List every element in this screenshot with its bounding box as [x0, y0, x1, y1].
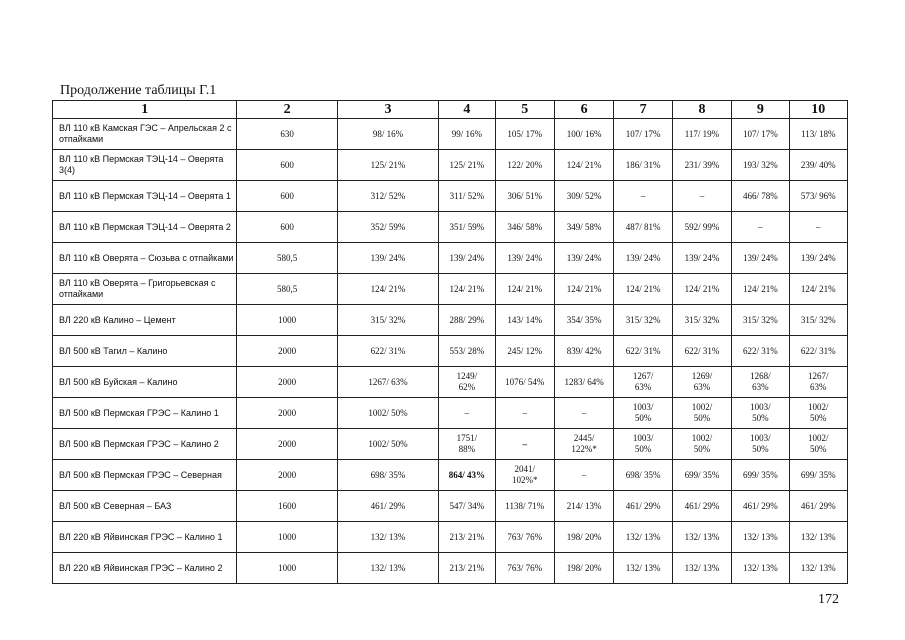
value-cell-col-9: 193/ 32%: [732, 150, 789, 181]
value-cell-col-3: 1267/ 63%: [337, 367, 438, 398]
value-cell-col-10: 573/ 96%: [789, 181, 847, 212]
value-cell-col-8: 315/ 32%: [672, 305, 731, 336]
value-cell-col-4: –: [439, 398, 495, 429]
column-header-10: 10: [789, 101, 847, 119]
value-cell-col-4: 1249/ 62%: [439, 367, 495, 398]
table-row: [53, 305, 848, 336]
value-cell-col-6: 349/ 58%: [554, 212, 613, 243]
value-cell-col-5: 763/ 76%: [495, 553, 554, 584]
value-cell-col-7: 1003/ 50%: [614, 429, 672, 460]
table-row: [53, 491, 848, 522]
column-header-8: 8: [672, 101, 731, 119]
value-cell-col-2: 2000: [237, 429, 337, 460]
value-cell-col-3: 132/ 13%: [337, 553, 438, 584]
column-header-9: 9: [732, 101, 789, 119]
column-header-6: 6: [554, 101, 613, 119]
value-cell-col-7: 107/ 17%: [614, 119, 672, 150]
value-cell-col-5: 763/ 76%: [495, 522, 554, 553]
value-cell-col-10: 239/ 40%: [789, 150, 847, 181]
table-body: [53, 119, 848, 584]
value-cell-col-8: 139/ 24%: [672, 243, 731, 274]
value-cell-col-5: 105/ 17%: [495, 119, 554, 150]
value-cell-col-7: 461/ 29%: [614, 491, 672, 522]
value-cell-col-6: 124/ 21%: [554, 150, 613, 181]
value-cell-col-4: 213/ 21%: [439, 522, 495, 553]
line-name-cell: ВЛ 500 кВ Северная – БАЗ: [53, 491, 237, 522]
value-cell-col-2: 600: [237, 212, 337, 243]
value-cell-col-6: 2445/ 122%*: [554, 429, 613, 460]
line-name-cell: ВЛ 110 кВ Пермская ТЭЦ-14 – Оверята 2: [53, 212, 237, 243]
column-header-4: 4: [439, 101, 495, 119]
value-cell-col-8: 1002/ 50%: [672, 429, 731, 460]
table-row: [53, 119, 848, 150]
value-cell-col-7: 1267/ 63%: [614, 367, 672, 398]
value-cell-col-4: 864/ 43%: [439, 460, 495, 491]
value-cell-col-5: 143/ 14%: [495, 305, 554, 336]
value-cell-col-5: –: [495, 429, 554, 460]
value-cell-col-2: 600: [237, 150, 337, 181]
value-cell-col-8: 592/ 99%: [672, 212, 731, 243]
value-cell-col-6: 139/ 24%: [554, 243, 613, 274]
table-header-row: [53, 101, 848, 119]
value-cell-col-8: 117/ 19%: [672, 119, 731, 150]
value-cell-col-9: 124/ 21%: [732, 274, 789, 305]
value-cell-col-6: 354/ 35%: [554, 305, 613, 336]
column-header-7: 7: [614, 101, 672, 119]
value-cell-col-2: 1000: [237, 522, 337, 553]
page-number: 172: [818, 592, 839, 607]
value-cell-col-9: 622/ 31%: [732, 336, 789, 367]
value-cell-col-3: 312/ 52%: [337, 181, 438, 212]
line-name-cell: ВЛ 220 кВ Калино – Цемент: [53, 305, 237, 336]
value-cell-col-10: 1002/ 50%: [789, 429, 847, 460]
value-cell-col-4: 139/ 24%: [439, 243, 495, 274]
value-cell-col-4: 125/ 21%: [439, 150, 495, 181]
value-cell-col-3: 125/ 21%: [337, 150, 438, 181]
value-cell-col-6: 839/ 42%: [554, 336, 613, 367]
column-header-5: 5: [495, 101, 554, 119]
table-row: [53, 274, 848, 305]
value-cell-col-6: 214/ 13%: [554, 491, 613, 522]
table-row: [53, 150, 848, 181]
value-cell-col-4: 288/ 29%: [439, 305, 495, 336]
value-cell-col-7: 139/ 24%: [614, 243, 672, 274]
line-name-cell: ВЛ 220 кВ Яйвинская ГРЭС – Калино 1: [53, 522, 237, 553]
value-cell-col-7: 698/ 35%: [614, 460, 672, 491]
value-cell-col-5: 1076/ 54%: [495, 367, 554, 398]
table-row: [53, 181, 848, 212]
line-name-cell: ВЛ 110 кВ Оверята – Григорьевская с отпайками: [53, 274, 237, 305]
value-cell-col-5: 245/ 12%: [495, 336, 554, 367]
value-cell-col-2: 580,5: [237, 274, 337, 305]
value-cell-col-9: 699/ 35%: [732, 460, 789, 491]
value-cell-col-6: 124/ 21%: [554, 274, 613, 305]
value-cell-col-7: 1003/ 50%: [614, 398, 672, 429]
value-cell-col-5: 2041/ 102%*: [495, 460, 554, 491]
column-header-1: 1: [53, 101, 237, 119]
value-cell-col-2: 2000: [237, 398, 337, 429]
value-cell-col-10: 1267/ 63%: [789, 367, 847, 398]
value-cell-col-4: 553/ 28%: [439, 336, 495, 367]
value-cell-col-9: 466/ 78%: [732, 181, 789, 212]
value-cell-col-4: 213/ 21%: [439, 553, 495, 584]
value-cell-col-8: 132/ 13%: [672, 522, 731, 553]
value-cell-col-4: 1751/ 88%: [439, 429, 495, 460]
table-row: [53, 243, 848, 274]
value-cell-col-9: 1268/ 63%: [732, 367, 789, 398]
value-cell-col-3: 698/ 35%: [337, 460, 438, 491]
value-cell-col-8: 1002/ 50%: [672, 398, 731, 429]
value-cell-col-8: 699/ 35%: [672, 460, 731, 491]
value-cell-col-3: 98/ 16%: [337, 119, 438, 150]
value-cell-col-9: 132/ 13%: [732, 522, 789, 553]
value-cell-col-10: 113/ 18%: [789, 119, 847, 150]
value-cell-col-5: 306/ 51%: [495, 181, 554, 212]
column-header-2: 2: [237, 101, 337, 119]
table-row: [53, 460, 848, 491]
line-name-cell: ВЛ 500 кВ Буйская – Калино: [53, 367, 237, 398]
value-cell-col-3: 461/ 29%: [337, 491, 438, 522]
data-table: [52, 100, 848, 584]
value-cell-col-3: 139/ 24%: [337, 243, 438, 274]
value-cell-col-7: –: [614, 181, 672, 212]
value-cell-col-4: 311/ 52%: [439, 181, 495, 212]
value-cell-col-9: 1003/ 50%: [732, 429, 789, 460]
value-cell-col-7: 622/ 31%: [614, 336, 672, 367]
value-cell-col-5: –: [495, 398, 554, 429]
value-cell-col-8: 622/ 31%: [672, 336, 731, 367]
table-row: [53, 429, 848, 460]
table-row: [53, 398, 848, 429]
value-cell-col-6: 309/ 52%: [554, 181, 613, 212]
value-cell-col-2: 1600: [237, 491, 337, 522]
line-name-cell: ВЛ 500 кВ Пермская ГРЭС – Калино 2: [53, 429, 237, 460]
value-cell-col-4: 99/ 16%: [439, 119, 495, 150]
table-caption: Продолжение таблицы Г.1: [60, 83, 217, 98]
value-cell-col-6: 100/ 16%: [554, 119, 613, 150]
value-cell-col-2: 2000: [237, 460, 337, 491]
value-cell-col-7: 132/ 13%: [614, 522, 672, 553]
value-cell-col-6: –: [554, 460, 613, 491]
value-cell-col-10: 139/ 24%: [789, 243, 847, 274]
line-name-cell: ВЛ 110 кВ Пермская ТЭЦ-14 – Оверята 1: [53, 181, 237, 212]
value-cell-col-6: 198/ 20%: [554, 553, 613, 584]
value-cell-col-8: 231/ 39%: [672, 150, 731, 181]
value-cell-col-10: 1002/ 50%: [789, 398, 847, 429]
value-cell-col-6: 198/ 20%: [554, 522, 613, 553]
value-cell-col-6: –: [554, 398, 613, 429]
value-cell-col-10: –: [789, 212, 847, 243]
value-cell-col-2: 2000: [237, 367, 337, 398]
value-cell-col-9: –: [732, 212, 789, 243]
value-cell-col-10: 124/ 21%: [789, 274, 847, 305]
value-cell-col-3: 315/ 32%: [337, 305, 438, 336]
value-cell-col-9: 1003/ 50%: [732, 398, 789, 429]
table-row: [53, 212, 848, 243]
value-cell-col-10: 622/ 31%: [789, 336, 847, 367]
value-cell-col-9: 107/ 17%: [732, 119, 789, 150]
value-cell-col-4: 124/ 21%: [439, 274, 495, 305]
value-cell-col-7: 487/ 81%: [614, 212, 672, 243]
line-name-cell: ВЛ 110 кВ Оверята – Сюзьва с отпайками: [53, 243, 237, 274]
value-cell-col-10: 315/ 32%: [789, 305, 847, 336]
value-cell-col-2: 2000: [237, 336, 337, 367]
value-cell-col-3: 132/ 13%: [337, 522, 438, 553]
value-cell-col-7: 124/ 21%: [614, 274, 672, 305]
value-cell-col-9: 315/ 32%: [732, 305, 789, 336]
value-cell-col-5: 1138/ 71%: [495, 491, 554, 522]
value-cell-col-3: 124/ 21%: [337, 274, 438, 305]
column-header-3: 3: [337, 101, 438, 119]
line-name-cell: ВЛ 500 кВ Тагил – Калино: [53, 336, 237, 367]
value-cell-col-4: 547/ 34%: [439, 491, 495, 522]
value-cell-col-7: 186/ 31%: [614, 150, 672, 181]
value-cell-col-5: 124/ 21%: [495, 274, 554, 305]
value-cell-col-8: 1269/ 63%: [672, 367, 731, 398]
line-name-cell: ВЛ 110 кВ Камская ГЭС – Апрельская 2 с отпайками: [53, 119, 237, 150]
value-cell-col-5: 139/ 24%: [495, 243, 554, 274]
value-cell-col-2: 630: [237, 119, 337, 150]
table-row: [53, 367, 848, 398]
table-row: [53, 553, 848, 584]
value-cell-col-4: 351/ 59%: [439, 212, 495, 243]
value-cell-col-5: 122/ 20%: [495, 150, 554, 181]
value-cell-col-7: 132/ 13%: [614, 553, 672, 584]
value-cell-col-10: 132/ 13%: [789, 522, 847, 553]
value-cell-col-8: –: [672, 181, 731, 212]
table-row: [53, 336, 848, 367]
line-name-cell: ВЛ 500 кВ Пермская ГРЭС – Калино 1: [53, 398, 237, 429]
value-cell-col-2: 600: [237, 181, 337, 212]
line-name-cell: ВЛ 220 кВ Яйвинская ГРЭС – Калино 2: [53, 553, 237, 584]
value-cell-col-7: 315/ 32%: [614, 305, 672, 336]
value-cell-col-3: 1002/ 50%: [337, 398, 438, 429]
value-cell-col-10: 132/ 13%: [789, 553, 847, 584]
value-cell-col-2: 580,5: [237, 243, 337, 274]
table-row: [53, 522, 848, 553]
value-cell-col-10: 461/ 29%: [789, 491, 847, 522]
value-cell-col-3: 1002/ 50%: [337, 429, 438, 460]
value-cell-col-8: 461/ 29%: [672, 491, 731, 522]
value-cell-col-9: 139/ 24%: [732, 243, 789, 274]
value-cell-col-3: 352/ 59%: [337, 212, 438, 243]
value-cell-col-8: 132/ 13%: [672, 553, 731, 584]
value-cell-col-3: 622/ 31%: [337, 336, 438, 367]
value-cell-col-9: 461/ 29%: [732, 491, 789, 522]
value-cell-col-8: 124/ 21%: [672, 274, 731, 305]
line-name-cell: ВЛ 110 кВ Пермская ТЭЦ-14 – Оверята 3(4): [53, 150, 237, 181]
value-cell-col-6: 1283/ 64%: [554, 367, 613, 398]
value-cell-col-2: 1000: [237, 305, 337, 336]
value-cell-col-5: 346/ 58%: [495, 212, 554, 243]
value-cell-col-9: 132/ 13%: [732, 553, 789, 584]
line-name-cell: ВЛ 500 кВ Пермская ГРЭС – Северная: [53, 460, 237, 491]
value-cell-col-2: 1000: [237, 553, 337, 584]
value-cell-col-10: 699/ 35%: [789, 460, 847, 491]
